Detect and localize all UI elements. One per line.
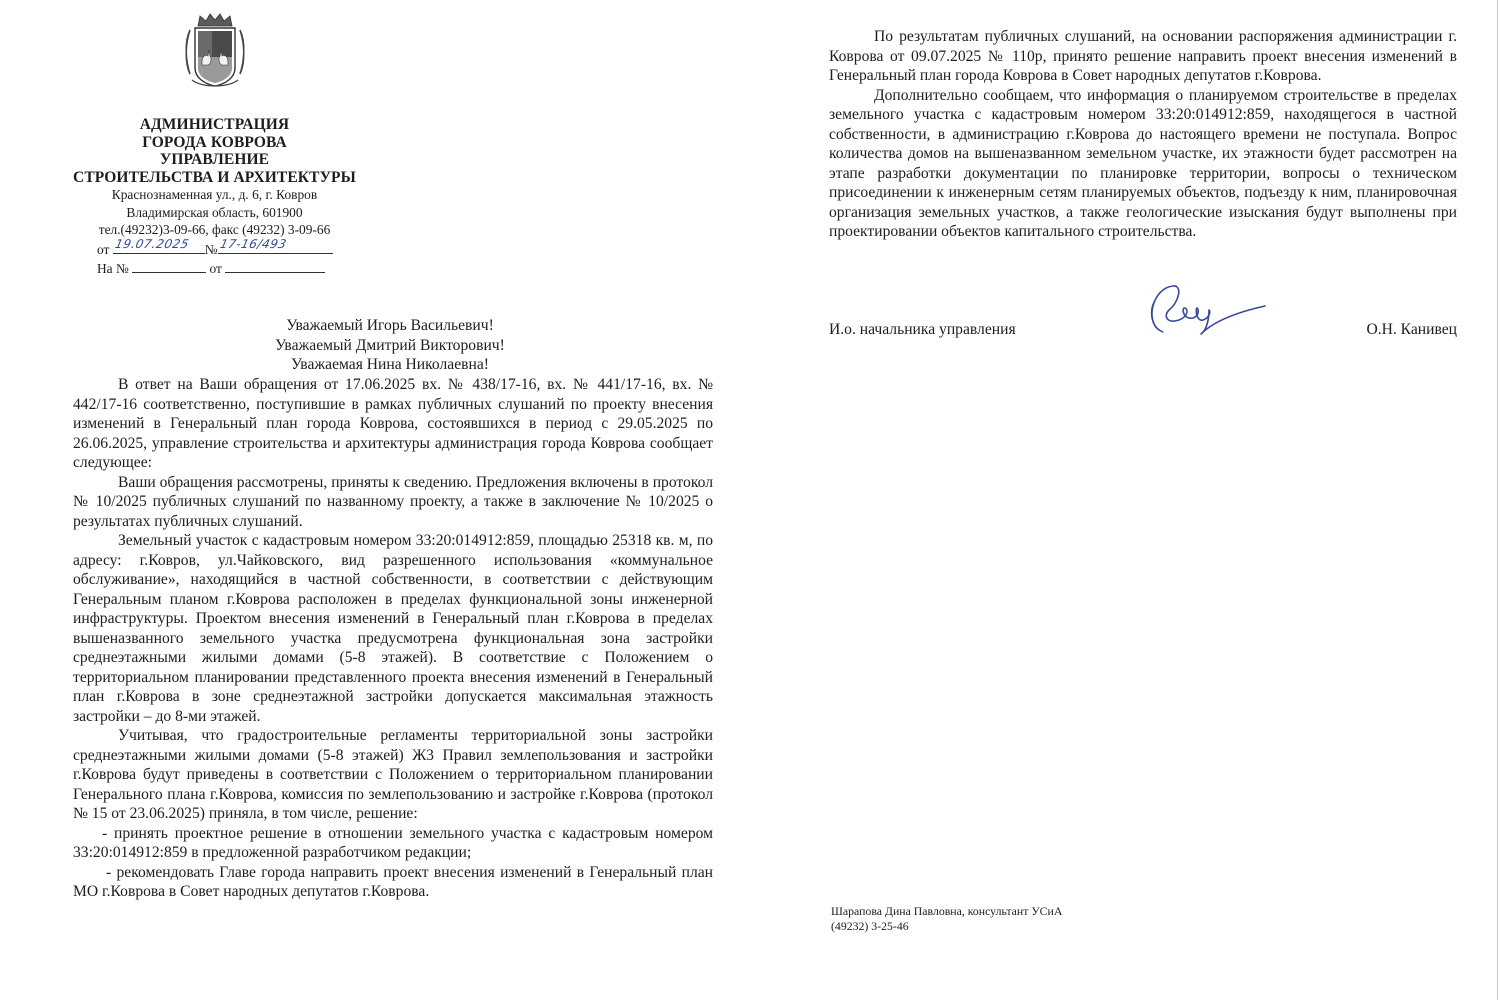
body-paragraph: Ваши обращения рассмотрены, приняты к сведению. Предложения включены в протокол № 10/2025 публичных слушаний по названному проекту, а также в заключение № 10/2025 о результатах публичных слушаний.	[73, 473, 713, 530]
scan-edge-divider	[1497, 0, 1498, 1000]
signatory-title: И.о. начальника управления	[829, 321, 1016, 338]
salutation-line: Уважаемый Игорь Васильевич!	[286, 317, 494, 334]
incoming-reference	[62, 258, 367, 278]
body-paragraph: Земельный участок с кадастровым номером 33:20:014912:859, площадью 25318 кв. м, по адресу: г.Ковров, ул.Чайковского, вид разрешенного использования «коммунальное обслуживание», находящийся в частной собственности, в соответствии с действующим Генеральным планом г.Коврова расположен в пределах функциональной зоны инженерной инфраструктуры. Проектом внесения изменений в Генеральный план г.Коврова в пределах вышеназванного земельного участка предусмотрена функциональная зона застройки среднеэтажными жилыми домами (5-8 этажей). В соответствие с Положением о территориальном планировании представленного проекта внесения изменений в Генеральный план г.Коврова в зоне среднеэтажной застройки допускается максимальная этажность застройки – до 8-ми этажей.	[73, 532, 713, 725]
incoming-date-field	[225, 258, 325, 273]
org-name-line: ГОРОДА КОВРОВА	[142, 133, 287, 151]
phone-fax-line: тел.(49232)3-09-66, факс (49232) 3-09-66	[98, 222, 331, 238]
letterhead	[62, 12, 367, 278]
body-paragraph: Учитывая, что градостроительные регламенты территориальной зоны застройки среднеэтажными жилыми домами (5-8 этажей) Ж3 Правил землепользования и застройки г.Коврова будут приведены в соответствии с Положением о территориальном планировании Генерального плана г.Коврова, комиссия по землепользованию и застройке г.Коврова (протокол № 15 от 23.06.2025) приняла, в том числе, решение:	[73, 727, 713, 822]
salutation-line: Уважаемая Нина Николаевна!	[291, 356, 489, 373]
body-paragraph: По результатам публичных слушаний, на основании распоряжения администрации г. Коврова от 09.07.2025 № 110р, принято решение направить проект внесения изменений в Генеральный план города Коврова в Совет народных депутатов г.Коврова.	[829, 28, 1457, 84]
outgoing-number-label: №	[204, 241, 218, 257]
outgoing-number-handwritten: 17-16/493	[218, 237, 288, 252]
letter-body-part-2	[829, 27, 1457, 242]
executor-name: Шарапова Дина Павловна, консультант УСиА	[831, 904, 1063, 918]
outgoing-number-field	[218, 239, 333, 254]
address-line: Краснознаменная ул., д. 6, г. Ковров	[111, 187, 318, 202]
coat-of-arms-icon	[182, 12, 248, 90]
body-paragraph: В ответ на Ваши обращения от 17.06.2025 вх. № 438/17-16, вх. № 441/17-16, вх. № 442/17-16 соответственно, поступившие в рамках публичных слушаний по проекту внесения изменений в Генеральный план города Коврова, состоявшихся в период с 29.05.2025 по 26.06.2025, управление строительства и архитектуры администрация города Коврова сообщает следующее:	[73, 376, 713, 471]
outgoing-reference	[62, 239, 367, 259]
signatory-name: О.Н. Канивец	[1366, 321, 1457, 338]
handwritten-signature-icon	[1139, 280, 1269, 340]
org-department-line: УПРАВЛЕНИЕ	[159, 151, 270, 168]
executor-contact	[831, 904, 1062, 933]
executor-phone: (49232) 3-25-46	[831, 918, 909, 933]
decision-item: - рекомендовать Главе города направить проект внесения изменений в Генеральный план МО г.Коврова в Совет народных депутатов г.Коврова.	[73, 863, 713, 900]
outgoing-date-field	[113, 239, 205, 254]
decision-item: - принять проектное решение в отношении земельного участка с кадастровым номером 33:20:014912:859 в предложенной разработчиком редакции;	[73, 824, 713, 861]
letter-body-part-1	[73, 375, 713, 902]
salutation-line: Уважаемый Дмитрий Викторович!	[275, 336, 505, 354]
org-name-line: АДМИНИСТРАЦИЯ	[139, 116, 290, 133]
outgoing-date-handwritten: 19.07.2025	[113, 237, 191, 252]
org-department-line: СТРОИТЕЛЬСТВА И АРХИТЕКТУРЫ	[73, 168, 356, 186]
salutation-block	[60, 316, 720, 375]
address-line: Владимирская область, 601900	[126, 204, 303, 220]
body-paragraph: Дополнительно сообщаем, что информация о планируемом строительстве в пределах земельного участка с кадастровым номером 33:20:014912:859, находящегося в частной собственности, в администрацию г.Коврова до настоящего времени не поступала. Вопрос количества домов на вышеназванном земельном участке, их этажности будет рассмотрен на этапе разработки документации по планировке территории, вопросы о техническом присоединении к инженерным сетям планируемых объектов, подъезду к ним, планировочная организация земельных участков, а также геологические изыскания будут выполнены при проектировании объектов капитального строительства.	[829, 86, 1457, 240]
incoming-number-label: На №	[97, 261, 129, 277]
incoming-date-label: от	[209, 261, 222, 277]
outgoing-date-label: от	[97, 241, 110, 257]
incoming-number-field	[132, 258, 206, 273]
